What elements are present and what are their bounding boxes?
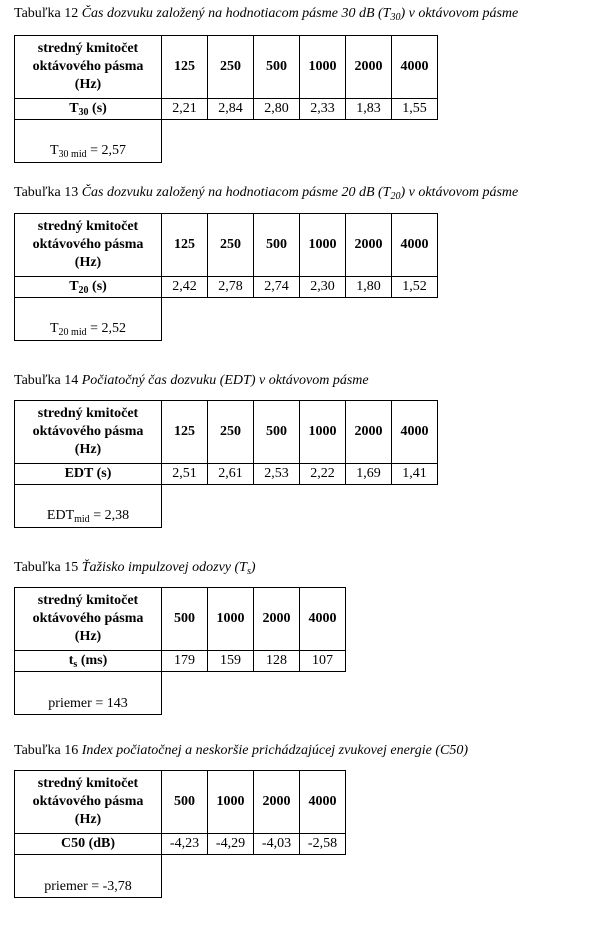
value-cell: 2,53 <box>254 464 300 485</box>
param-label: EDT (s) <box>15 464 162 485</box>
freq-cell: 4000 <box>392 36 438 99</box>
value-cell: -4,29 <box>208 834 254 855</box>
table-13-caption: Tabuľka 13 Čas dozvuku založený na hodnotiacom pásme 20 dB $(T_{20})$ v oktávovom pásme <box>14 185 519 202</box>
value-cell: 2,74 <box>254 277 300 298</box>
value-cell: 1,83 <box>346 99 392 120</box>
value-cell: 128 <box>254 651 300 672</box>
freq-cell: 2000 <box>346 214 392 277</box>
table-15-caption: Tabuľka 15 Ťažisko impulzovej odozvy $(T_s)$ <box>14 560 256 577</box>
value-cell: 2,42 <box>162 277 208 298</box>
freq-cell: 500 <box>162 771 208 834</box>
freq-cell: 250 <box>208 401 254 464</box>
table-12 <box>14 35 438 163</box>
freq-cell: 1000 <box>300 214 346 277</box>
value-cell: 2,84 <box>208 99 254 120</box>
freq-cell: 2000 <box>346 36 392 99</box>
table-16-caption: Tabuľka 16 Index počiatočnej a neskoršie prichádzajúcej zvukovej energie (C50) <box>14 743 469 758</box>
freq-cell: 250 <box>208 36 254 99</box>
header-cell: stredný kmitočet oktávového pásma (Hz) <box>15 36 162 99</box>
freq-cell: 125 <box>162 36 208 99</box>
value-cell: 2,80 <box>254 99 300 120</box>
freq-cell: 125 <box>162 214 208 277</box>
value-cell: -4,03 <box>254 834 300 855</box>
header-cell: stredný kmitočet oktávového pásma (Hz) <box>15 401 162 464</box>
param-label: C50 (dB) <box>15 834 162 855</box>
mid-cell: priemer = 143 <box>15 672 162 715</box>
freq-cell: 4000 <box>300 588 346 651</box>
table-14 <box>14 400 438 528</box>
value-cell: 1,52 <box>392 277 438 298</box>
freq-cell: 1000 <box>300 36 346 99</box>
header-cell: stredný kmitočet oktávového pásma (Hz) <box>15 771 162 834</box>
header-cell: stredný kmitočet oktávového pásma (Hz) <box>15 214 162 277</box>
freq-cell: 500 <box>162 588 208 651</box>
freq-cell: 2000 <box>346 401 392 464</box>
freq-cell: 4000 <box>300 771 346 834</box>
freq-cell: 2000 <box>254 588 300 651</box>
freq-cell: 1000 <box>208 588 254 651</box>
header-cell: stredný kmitočet oktávového pásma (Hz) <box>15 588 162 651</box>
param-label: $T_{30}$ (s) <box>15 99 162 120</box>
value-cell: -2,58 <box>300 834 346 855</box>
value-cell: 107 <box>300 651 346 672</box>
table-16 <box>14 770 346 898</box>
value-cell: 1,41 <box>392 464 438 485</box>
freq-cell: 500 <box>254 401 300 464</box>
freq-cell: 2000 <box>254 771 300 834</box>
param-label: $T_{20}$ (s) <box>15 277 162 298</box>
freq-cell: 250 <box>208 214 254 277</box>
freq-cell: 500 <box>254 36 300 99</box>
table-14-caption: Tabuľka 14 Počiatočný čas dozvuku (EDT) v oktávovom pásme <box>14 373 369 388</box>
mid-cell: $EDT_{mid} = 2,38$ <box>15 485 162 528</box>
freq-cell: 500 <box>254 214 300 277</box>
value-cell: 2,30 <box>300 277 346 298</box>
mid-cell: priemer = -3,78 <box>15 855 162 898</box>
freq-cell: 125 <box>162 401 208 464</box>
param-label: $t_s$ (ms) <box>15 651 162 672</box>
value-cell: -4,23 <box>162 834 208 855</box>
table-13 <box>14 213 438 341</box>
value-cell: 159 <box>208 651 254 672</box>
value-cell: 2,22 <box>300 464 346 485</box>
freq-cell: 1000 <box>208 771 254 834</box>
value-cell: 1,80 <box>346 277 392 298</box>
value-cell: 2,78 <box>208 277 254 298</box>
mid-cell: $T_{30 mid} = 2,57$ <box>15 120 162 163</box>
mid-cell: $T_{20 mid} = 2,52$ <box>15 298 162 341</box>
freq-cell: 4000 <box>392 214 438 277</box>
value-cell: 179 <box>162 651 208 672</box>
table-12-caption: Tabuľka 12 Čas dozvuku založený na hodnotiacom pásme 30 dB $(T_{30})$ v oktávovom pásme <box>14 6 519 23</box>
value-cell: 2,61 <box>208 464 254 485</box>
value-cell: 1,55 <box>392 99 438 120</box>
value-cell: 1,69 <box>346 464 392 485</box>
value-cell: 2,51 <box>162 464 208 485</box>
value-cell: 2,33 <box>300 99 346 120</box>
freq-cell: 4000 <box>392 401 438 464</box>
table-15 <box>14 587 346 715</box>
freq-cell: 1000 <box>300 401 346 464</box>
value-cell: 2,21 <box>162 99 208 120</box>
